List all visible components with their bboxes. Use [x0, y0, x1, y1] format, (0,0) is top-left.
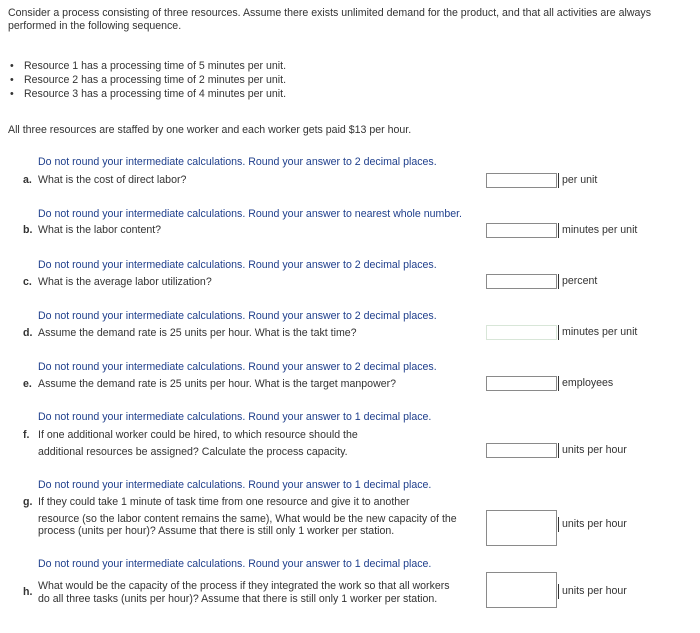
question-g-text-line-3: process (units per hour)? Assume that there is still only 1 worker per station.	[38, 525, 395, 537]
question-f-hint: Do not round your intermediate calculations. Round your answer to 1 decimal place.	[38, 411, 432, 423]
question-f-letter: f.	[23, 429, 30, 441]
question-b-text: What is the labor content?	[38, 224, 162, 236]
question-a-hint: Do not round your intermediate calculations. Round your answer to 2 decimal places.	[38, 156, 437, 168]
question-b-hint: Do not round your intermediate calculations. Round your answer to nearest whole number.	[38, 208, 462, 220]
question-h-text-line-1: What would be the capacity of the process if they integrated the work so that all workers	[38, 580, 450, 592]
question-d-hint: Do not round your intermediate calculations. Round your answer to 2 decimal places.	[38, 310, 437, 322]
question-h-letter: h.	[23, 586, 33, 598]
question-a-unit: per unit	[558, 173, 597, 188]
question-a-letter: a.	[23, 174, 32, 186]
list-item	[8, 59, 286, 73]
question-d-letter: d.	[23, 327, 33, 339]
question-b-unit: minutes per unit	[558, 223, 637, 238]
question-d-answer-input[interactable]	[486, 325, 557, 340]
question-d-unit: minutes per unit	[558, 325, 637, 340]
question-e-hint: Do not round your intermediate calculations. Round your answer to 2 decimal places.	[38, 361, 437, 373]
list-item	[8, 87, 286, 101]
question-e-letter: e.	[23, 378, 32, 390]
question-g-text-line-1: If they could take 1 minute of task time from one resource and give it to another	[38, 496, 410, 508]
resource-1-text: Resource 1 has a processing time of 5 minutes per unit.	[24, 60, 287, 72]
question-e-text: Assume the demand rate is 25 units per hour. What is the target manpower?	[38, 378, 397, 390]
question-a-answer-input[interactable]	[486, 173, 557, 188]
question-e-unit: employees	[558, 376, 613, 391]
question-g-unit: units per hour	[558, 517, 627, 532]
question-f-answer-input[interactable]	[486, 443, 557, 458]
question-h-hint: Do not round your intermediate calculations. Round your answer to 1 decimal place.	[38, 558, 432, 570]
resource-3-text: Resource 3 has a processing time of 4 minutes per unit.	[24, 88, 287, 100]
question-h-text-line-2: do all three tasks (units per hour)? Assume that there is still only 1 worker per station.	[38, 593, 438, 605]
question-b-answer-input[interactable]	[486, 223, 557, 238]
question-c-letter: c.	[23, 276, 32, 288]
question-c-hint: Do not round your intermediate calculations. Round your answer to 2 decimal places.	[38, 259, 437, 271]
resource-2-text: Resource 2 has a processing time of 2 minutes per unit.	[24, 74, 287, 86]
problem-intro: Consider a process consisting of three resources. Assume there exists unlimited demand for the product, and that all activities are always performed in the following sequence.	[8, 7, 652, 32]
question-g-hint: Do not round your intermediate calculations. Round your answer to 1 decimal place.	[38, 479, 432, 491]
list-item	[8, 73, 286, 87]
bullet-icon: •	[10, 60, 14, 72]
question-a-text: What is the cost of direct labor?	[38, 174, 187, 186]
question-g-answer-input[interactable]	[486, 510, 557, 546]
question-c-unit: percent	[558, 274, 597, 289]
question-h-unit: units per hour	[558, 584, 627, 599]
bullet-icon: •	[10, 88, 14, 100]
question-f-unit: units per hour	[558, 443, 627, 458]
bullet-icon: •	[10, 74, 14, 86]
question-d-text: Assume the demand rate is 25 units per hour. What is the takt time?	[38, 327, 357, 339]
question-g-letter: g.	[23, 496, 33, 508]
question-g-text-line-2: resource (so the labor content remains the same), What would be the new capacity of the	[38, 513, 457, 525]
question-h-answer-input[interactable]	[486, 572, 557, 608]
question-b-letter: b.	[23, 224, 33, 236]
question-c-answer-input[interactable]	[486, 274, 557, 289]
staffing-text: All three resources are staffed by one worker and each worker gets paid $13 per hour.	[8, 124, 412, 136]
resource-list	[8, 59, 286, 101]
question-c-text: What is the average labor utilization?	[38, 276, 212, 288]
question-e-answer-input[interactable]	[486, 376, 557, 391]
question-f-text-line-1: If one additional worker could be hired, to which resource should the	[38, 429, 358, 441]
question-f-text-line-2: additional resources be assigned? Calculate the process capacity.	[38, 446, 348, 458]
